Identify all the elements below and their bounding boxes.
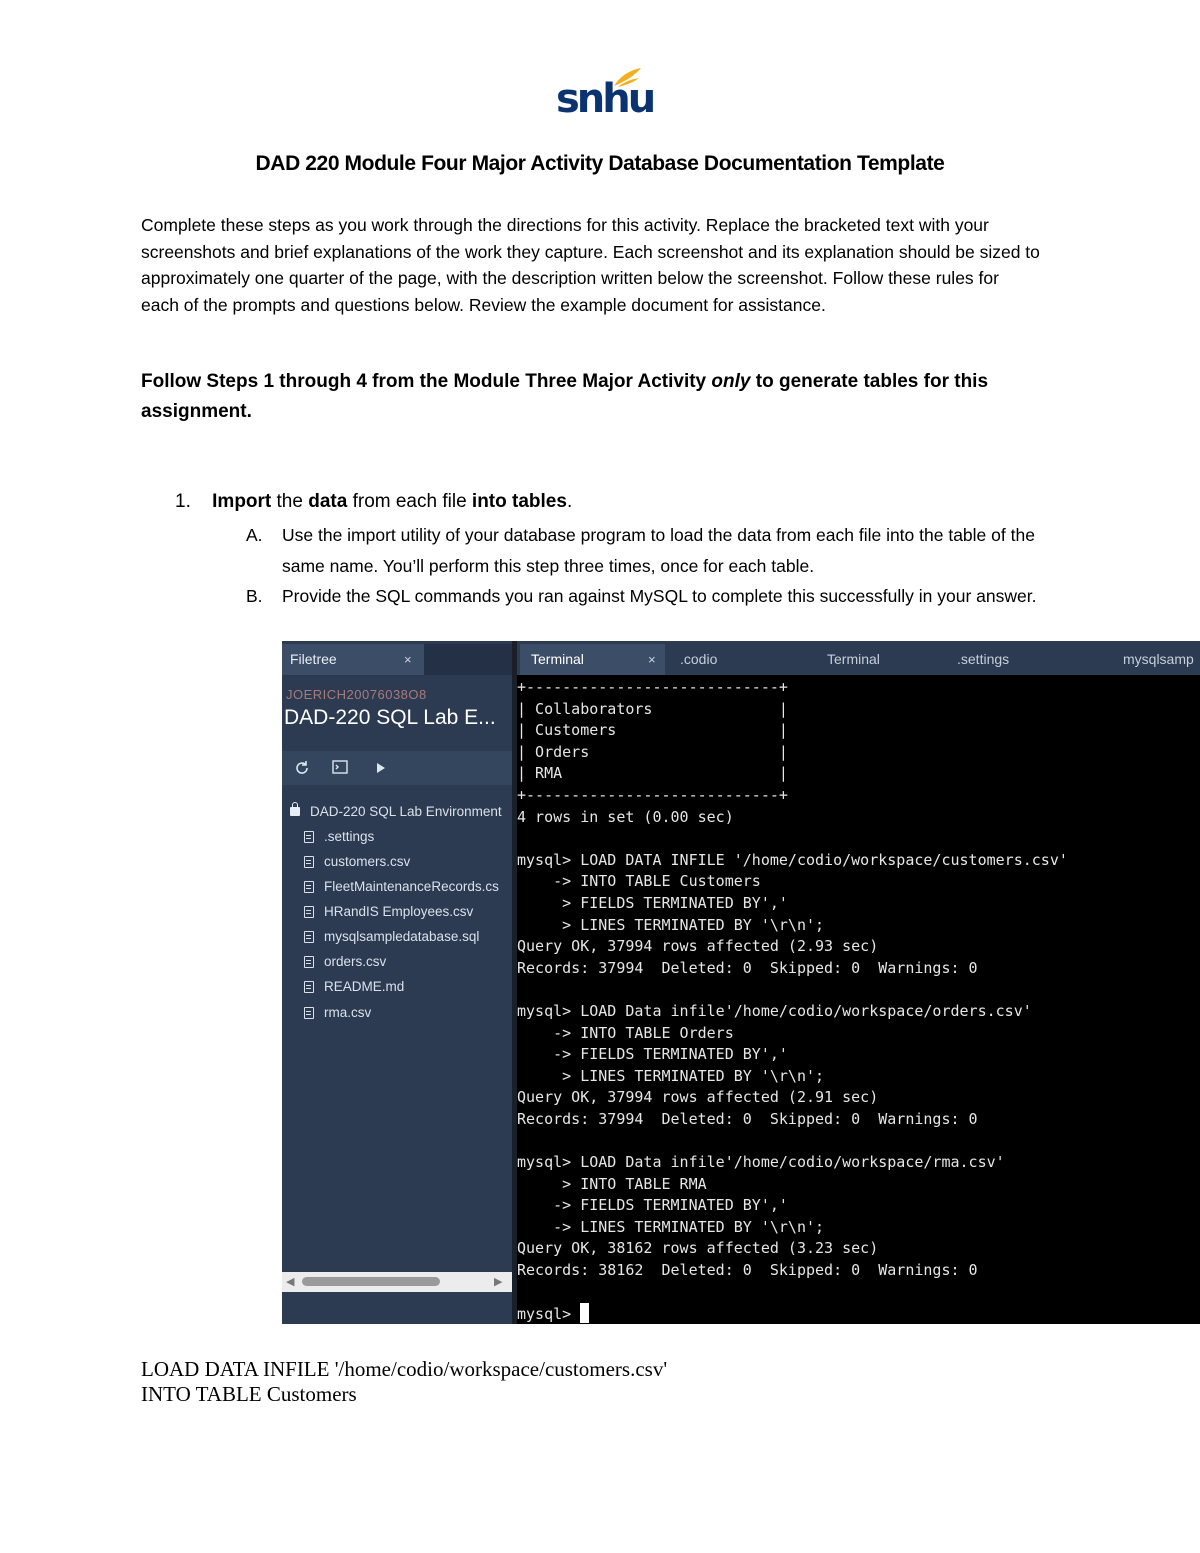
- terminal-line: Records: 37994 Deleted: 0 Skipped: 0 Warnings: 0: [517, 958, 978, 977]
- file-label: HRandIS Employees.csv: [324, 904, 474, 919]
- terminal-line: -> INTO TABLE Customers: [517, 872, 761, 891]
- step-1b-text: Provide the SQL commands you ran against MySQL to complete this successfully in your answer.: [282, 586, 1037, 606]
- file-item[interactable]: [304, 979, 404, 994]
- file-label: FleetMaintenanceRecords.cs: [324, 879, 499, 894]
- tab-codio[interactable]: [677, 644, 817, 675]
- tab-settings[interactable]: [957, 644, 1097, 675]
- tab-label: Terminal: [531, 651, 584, 667]
- sql-answer: [141, 1357, 667, 1406]
- terminal-line: -> FIELDS TERMINATED BY',': [517, 1045, 788, 1064]
- terminal-pane[interactable]: [517, 675, 1200, 1324]
- terminal-line: Query OK, 37994 rows affected (2.91 sec): [517, 1088, 879, 1107]
- file-label: .settings: [324, 829, 375, 844]
- root-folder-label: DAD-220 SQL Lab Environment: [310, 804, 502, 819]
- filetree-sidebar: [282, 641, 512, 1324]
- follow-steps-emphasis: only: [711, 371, 751, 392]
- step-1-part-data: data: [308, 491, 348, 512]
- file-icon: [304, 931, 314, 943]
- play-icon[interactable]: [376, 762, 386, 774]
- project-id: JOERICH20076038O8: [286, 687, 427, 702]
- tab-terminal[interactable]: [809, 644, 949, 675]
- terminal-line: | Customers |: [517, 721, 788, 740]
- file-icon: [304, 981, 314, 993]
- tab-label: Terminal: [827, 651, 880, 667]
- logo-wordmark: snhu: [556, 76, 654, 122]
- follow-steps-after: to generate tables for this assignment.: [141, 371, 989, 422]
- file-icon: [304, 831, 314, 843]
- filetree-tab[interactable]: [282, 644, 424, 675]
- file-label: README.md: [324, 979, 405, 994]
- file-icon: [304, 906, 314, 918]
- close-icon[interactable]: ×: [648, 652, 656, 667]
- terminal-line: -> FIELDS TERMINATED BY',': [517, 1196, 788, 1215]
- file-icon: [304, 1007, 314, 1019]
- terminal-line: mysql> LOAD DATA INFILE '/home/codio/workspace/customers.csv': [517, 850, 1068, 869]
- terminal-line: mysql> LOAD Data infile'/home/codio/workspace/rma.csv': [517, 1153, 1005, 1172]
- terminal-line: mysql>: [517, 1305, 581, 1324]
- terminal-cursor: [580, 1303, 589, 1323]
- project-name: DAD-220 SQL Lab E...: [284, 706, 496, 729]
- tab-label: mysqlsamp: [1123, 651, 1194, 667]
- terminal-line: | RMA |: [517, 764, 788, 783]
- terminal-line: | Collaborators |: [517, 699, 788, 718]
- scroll-left-icon[interactable]: ◀: [286, 1276, 295, 1288]
- terminal-line: Query OK, 38162 rows affected (3.23 sec): [517, 1239, 879, 1258]
- root-folder[interactable]: [290, 804, 502, 819]
- file-item[interactable]: [304, 1005, 371, 1020]
- lock-icon: [290, 807, 300, 816]
- terminal-line: -> LINES TERMINATED BY '\r\n';: [517, 1217, 825, 1236]
- step-1-number: 1.: [175, 491, 191, 512]
- tab-terminal-active[interactable]: [520, 644, 665, 675]
- follow-steps-instruction: [141, 367, 1041, 427]
- terminal-line: Query OK, 37994 rows affected (2.93 sec): [517, 937, 879, 956]
- terminal-line: | Orders |: [517, 742, 788, 761]
- terminal-line: > FIELDS TERMINATED BY',': [517, 893, 788, 912]
- step-1a-text: Use the import utility of your database program to load the data from each file into the table of the same name. You’ll perform this step three times, once for each table.: [282, 525, 1035, 576]
- terminal-line: 4 rows in set (0.00 sec): [517, 807, 734, 826]
- refresh-icon[interactable]: [294, 760, 310, 776]
- terminal-line: +----------------------------+: [517, 785, 788, 804]
- terminal-line: mysql> LOAD Data infile'/home/codio/workspace/orders.csv': [517, 1001, 1032, 1020]
- terminal-line: +----------------------------+: [517, 678, 788, 696]
- terminal-line: > LINES TERMINATED BY '\r\n';: [517, 915, 825, 934]
- file-item[interactable]: [304, 829, 374, 844]
- terminal-line: -> INTO TABLE Orders: [517, 1023, 734, 1042]
- file-icon: [304, 956, 314, 968]
- sidebar-tabbar-filler: [424, 644, 512, 675]
- step-1-part-into-tables: into tables: [471, 491, 567, 512]
- step-1-part-period: .: [566, 491, 573, 512]
- terminal-output: [517, 677, 1068, 1324]
- step-1-part-from: from each file: [347, 491, 472, 512]
- file-label: orders.csv: [324, 954, 387, 969]
- file-label: rma.csv: [324, 1005, 372, 1020]
- file-item[interactable]: [304, 954, 386, 969]
- close-icon[interactable]: ×: [404, 652, 412, 667]
- file-item[interactable]: [304, 854, 410, 869]
- filetree-tab-label: Filetree: [290, 651, 337, 667]
- step-1a-label: A.: [246, 525, 263, 545]
- file-label: customers.csv: [324, 854, 411, 869]
- step-1-heading: [175, 491, 572, 513]
- step-1-part-import: Import: [212, 491, 272, 512]
- scrollbar-thumb[interactable]: [302, 1277, 440, 1286]
- page-title: DAD 220 Module Four Major Activity Database Documentation Template: [255, 152, 945, 175]
- terminal-line: > INTO TABLE RMA: [517, 1174, 707, 1193]
- step-1-part-the: the: [271, 491, 309, 512]
- tab-label: .codio: [680, 651, 718, 667]
- file-item[interactable]: [304, 904, 473, 919]
- file-item[interactable]: [304, 879, 499, 894]
- terminal-icon[interactable]: [332, 760, 348, 774]
- snhu-logo: [550, 62, 654, 128]
- terminal-line: > LINES TERMINATED BY '\r\n';: [517, 1066, 825, 1085]
- horizontal-scrollbar[interactable]: [282, 1272, 512, 1292]
- follow-steps-before: Follow Steps 1 through 4 from the Module Three Major Activity: [141, 371, 712, 392]
- step-1b-label: B.: [246, 586, 263, 606]
- scroll-right-icon[interactable]: ▶: [494, 1276, 503, 1288]
- file-icon: [304, 856, 314, 868]
- tab-mysqlsamp[interactable]: [1123, 644, 1200, 675]
- terminal-line: Records: 37994 Deleted: 0 Skipped: 0 Warnings: 0: [517, 1109, 978, 1128]
- intro-paragraph: Complete these steps as you work through the directions for this activity. Replace the bracketed text with your screenshots and brief explanations of the work they capture. Each screenshot and its explanation should be sized to approximately one quarter of the page, with the description written below the screenshot. Follow these rules for each of the prompts and questions below. Review the example document for assistance.: [141, 215, 1040, 315]
- terminal-line: Records: 38162 Deleted: 0 Skipped: 0 Warnings: 0: [517, 1261, 978, 1280]
- sidebar-toolbar: [282, 751, 512, 785]
- sidebar-bottom: [282, 1292, 512, 1324]
- editor-tabbar: [517, 641, 1200, 675]
- ide-screenshot: [282, 641, 1200, 1324]
- sql-answer-line: INTO TABLE Customers: [141, 1381, 357, 1406]
- file-label: mysqlsampledatabase.sql: [324, 929, 480, 944]
- file-icon: [304, 881, 314, 893]
- sql-answer-line: LOAD DATA INFILE '/home/codio/workspace/customers.csv': [141, 1357, 668, 1381]
- file-item[interactable]: [304, 929, 479, 944]
- tab-label: .settings: [957, 651, 1010, 667]
